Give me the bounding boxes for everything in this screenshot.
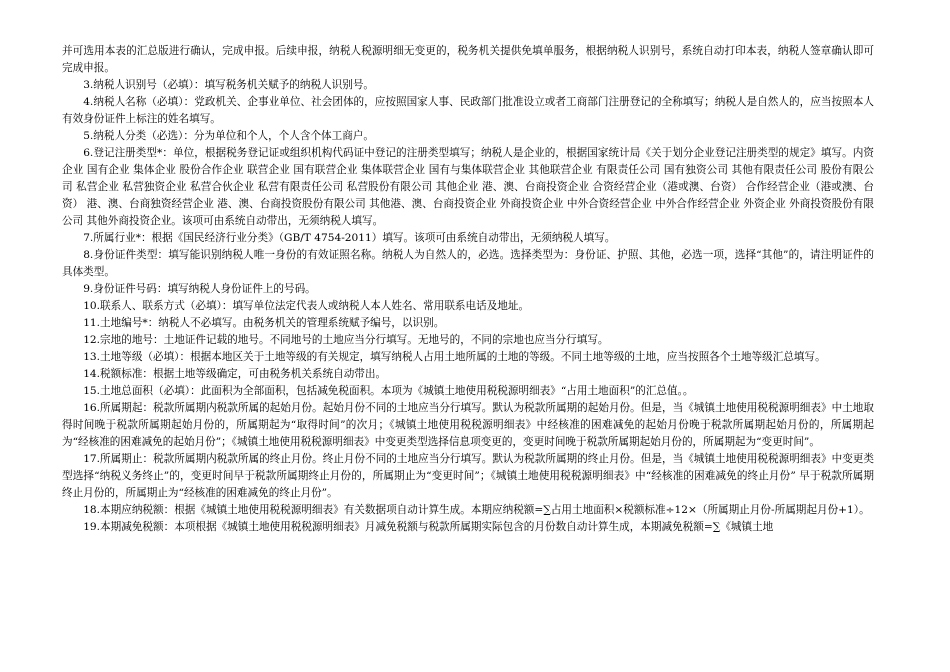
- paragraph-item-16: 16.所属期起：税款所属期内税款所属的起始月份。起始月份不同的土地应当分行填写。默认为税款所属期的起始月份。但是，当《城镇土地使用税税源明细表》中土地取得时间晚于税款所属期起始月份的，所属期起为“取得时间”的次月；《城镇土地使用税税源明细表》中经核准的困难减免的起始月份晚于税款所属期起始月份的，所属期起为“经核准的困难减免的起始月份”；《城镇土地使用税税源明细表》中变更类型选择信息项变更的，变更时间晚于税款所属期起始月份的，所属期起为“变更时间”。: [62, 402, 874, 448]
- paragraph-item-12: 12.宗地的地号：土地证件记载的地号。不同地号的土地应当分行填写。无地号的，不同的宗地也应当分行填写。: [83, 334, 609, 346]
- paragraph-item-17: 17.所属期止：税款所属期内税款所属的终止月份。终止月份不同的土地应当分行填写。默认为税款所属期的终止月份。但是，当《城镇土地使用税税源明细表》中变更类型选择“纳税义务终止”的，变更时间早于税款所属期终止月份的，所属期止为“变更时间”；《城镇土地使用税税源明细表》中“经核准的困难减免的终止月份” 早于税款所属期终止月份的，所属期止为“经核准的困难减免的终止月份”。: [62, 453, 874, 499]
- paragraph-item-8: 8.身份证件类型：填写能识别纳税人唯一身份的有效证照名称。纳税人为自然人的，必选。选择类型为：身份证、护照、其他，必选一项，选择“其他”的，请注明证件的具体类型。: [62, 249, 874, 278]
- paragraph-item-15: 15.土地总面积（必填）：此面积为全部面积，包括减免税面积。本项为《城镇土地使用税税源明细表》“占用土地面积”的汇总值。。: [83, 385, 694, 397]
- paragraph-item-18: 18.本期应纳税额：根据《城镇土地使用税税源明细表》有关数据项自动计算生成。本期应纳税额=∑占用土地面积×税额标准÷12×（所属期止月份-所属期起月份+1）。: [83, 504, 870, 516]
- paragraph-item-10: 10.联系人、联系方式（必填）：填写单位法定代表人或纳税人本人姓名、常用联系电话及地址。: [83, 300, 530, 312]
- paragraph-item-11: 11.土地编号*：纳税人不必填写。由税务机关的管理系统赋予编号，以识别。: [83, 317, 445, 329]
- paragraph-item-14: 14.税额标准：根据土地等级确定，可由税务机关系统自动带出。: [83, 368, 387, 380]
- paragraph-item-5: 5.纳税人分类（必选）：分为单位和个人，个人含个体工商户。: [83, 130, 375, 142]
- paragraph-item-3: 3.纳税人识别号（必填）：填写税务机关赋予的纳税人识别号。: [83, 79, 375, 91]
- paragraph-item-4: 4.纳税人名称（必填）：党政机关、企事业单位、社会团体的，应按照国家人事、民政部门批准设立或者工商部门注册登记的全称填写；纳税人是自然人的，应当按照本人有效身份证件上标注的姓名填写。: [62, 96, 874, 125]
- paragraph-item-9: 9.身份证件号码：填写纳税人身份证件上的号码。: [83, 283, 316, 295]
- instructions-body: [62, 43, 874, 536]
- paragraph-continued: 并可选用本表的汇总版进行确认，完成申报。后续申报，纳税人税源明细无变更的，税务机关提供免填单服务，根据纳税人识别号，系统自动打印本表，纳税人签章确认即可完成申报。: [62, 45, 874, 74]
- paragraph-item-6: 6.登记注册类型*：单位，根据税务登记证或组织机构代码证中登记的注册类型填写；纳税人是企业的，根据国家统计局《关于划分企业登记注册类型的规定》填写。内资企业 国有企业 集体企业 股份合作企业 联营企业 国有联营企业 集体联营企业 国有与集体联营企业 其他联营企业 有限责任公司 国有独资公司 其他有限责任公司 股份有限公司 私营企业 私营独资企业 私营合伙企业 私营有限责任公司 私营股份有限公司 其他企业 港、澳、台商投资企业 合资经营企业（港或澳、台资） 合作经营企业（港或澳、台资） 港、澳、台商独资经营企业 港、澳、台商投资股份有限公司 其他港、澳、台商投资企业 外商投资企业 中外合资经营企业 中外合作经营企业 外资企业 外商投资股份有限公司 其他外商投资企业。该项可由系统自动带出，无须纳税人填写。: [62, 147, 874, 227]
- paragraph-item-7: 7.所属行业*：根据《国民经济行业分类》（GB/T 4754-2011）填写。该项可由系统自动带出，无须纳税人填写。: [83, 232, 616, 244]
- paragraph-item-19: 19.本期减免税额：本项根据《城镇土地使用税税源明细表》月减免税额与税款所属期实际包含的月份数自动计算生成，本期减免税额=∑《城镇土地: [83, 521, 774, 533]
- paragraph-item-13: 13.土地等级（必填）：根据本地区关于土地等级的有关规定，填写纳税人占用土地所属的土地的等级。不同土地等级的土地，应当按照各个土地等级汇总填写。: [83, 351, 826, 363]
